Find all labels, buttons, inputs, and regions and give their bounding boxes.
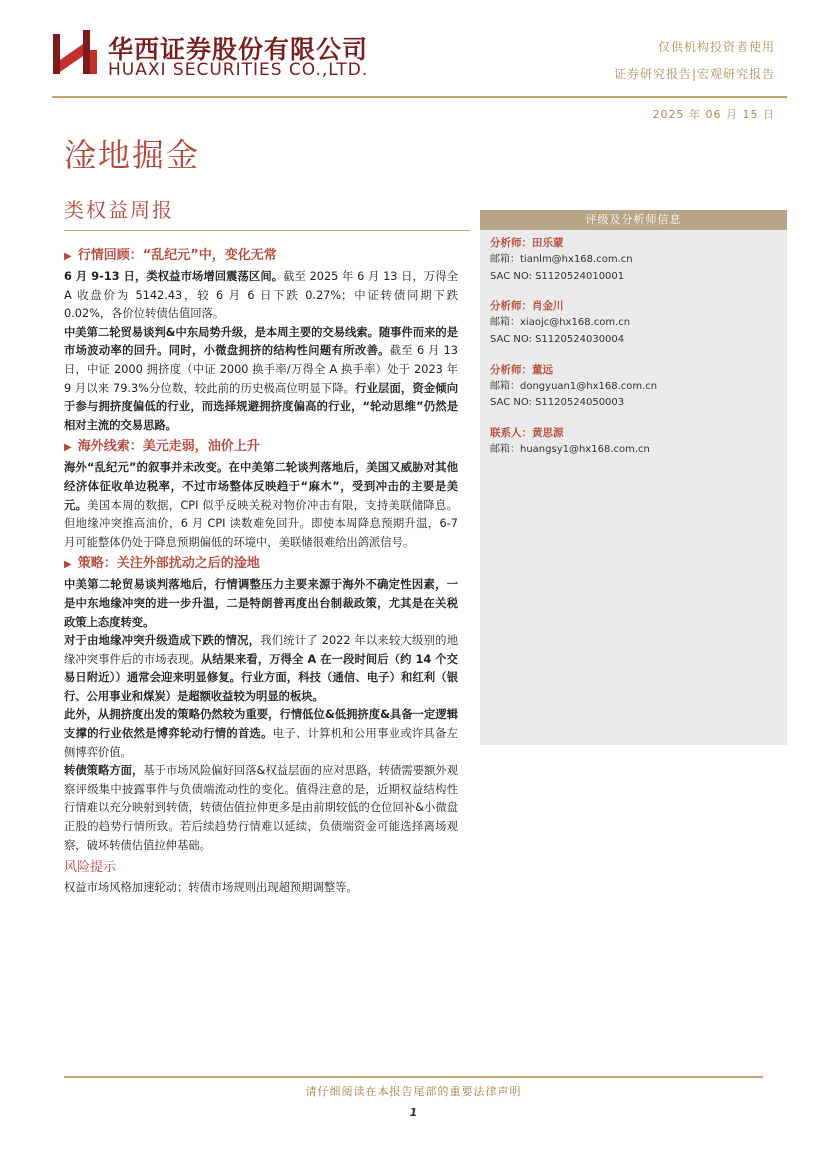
analyst-panel xyxy=(480,210,787,745)
section-heading xyxy=(64,553,458,576)
risk-text: 权益市场风格加速轮动；转债市场规则出现超预期调整等。 xyxy=(64,881,358,895)
page-number: 1 xyxy=(409,1106,418,1119)
analyst-email[interactable]: 邮箱：dongyuan1@hx168.com.cn xyxy=(490,380,658,392)
text-run: 我们统计了 2022 年以来较大级别的地缘冲突事件后的市场表现。 xyxy=(64,634,458,666)
analyst-sac-number: SAC NO: S1120524050003 xyxy=(490,397,625,409)
company-name-cn: 华西证券股份有限公司 xyxy=(108,35,369,64)
report-body xyxy=(64,244,458,897)
analyst-entry xyxy=(490,298,777,348)
analyst-entry xyxy=(490,362,777,412)
report-date: 2025 年 06 月 15 日 xyxy=(652,108,775,121)
text-run: 基于市场风险偏好回落&权益层面的应对思路，转债需要额外观察评级集中披露事件与负债端流动性的变化。值得注意的是，近期权益结构性行情难以充分映射到转债，转债估值拉伸更多是由前期较低的仓位回补&小微盘正股的趋势行情所致。若后续趋势行情难以延续，负债端资金可能选择离场观察，破坏转债估值拉伸基础。 xyxy=(64,764,458,852)
report-subtitle: 类权益周报 xyxy=(64,198,174,222)
analyst-entry xyxy=(490,235,777,285)
analyst-email[interactable]: 邮箱：xiaojc@hx168.com.cn xyxy=(490,317,631,329)
analyst-panel-title: 评级及分析师信息 xyxy=(480,210,787,230)
section-heading-text: 行情回顾：“乱纪元”中，变化无常 xyxy=(77,248,277,263)
body-paragraph xyxy=(64,324,458,436)
body-paragraph xyxy=(64,459,458,552)
bold-text-run: 此外，从拥挤度出发的策略仍然较为重要，行情低位&低拥挤度&具备一定逻辑支撑的行业依然是博弈轮动行情的首选。 xyxy=(64,708,458,741)
analyst-list xyxy=(480,230,787,477)
analyst-sac-number: SAC NO: S1120524010001 xyxy=(490,270,625,282)
bold-text-run: 中美第二轮贸易谈判落地后，行情调整压力主要来源于海外不确定性因素，一是中东地缘冲突的进一步升温，二是特朗普再度出台制裁政策，尤其是在关税政策上态度转变。 xyxy=(64,578,458,629)
triangle-bullet-icon: ▶ xyxy=(64,442,72,454)
report-category: 证券研究报告|宏观研究报告 xyxy=(613,67,775,81)
analyst-name: 分析师：肖金川 xyxy=(490,300,564,313)
analyst-name: 分析师：董远 xyxy=(490,363,553,376)
company-logo-icon xyxy=(53,30,97,76)
body-paragraph xyxy=(64,632,458,706)
triangle-bullet-icon: ▶ xyxy=(64,559,72,571)
text-run: 截至 6 月 13 日，中证 2000 拥挤度（中证 2000 换手率/万得全 A 换手率）处于 2023 年 9 月以来 79.3%分位数，较此前的历史极高位明显下降。 xyxy=(64,344,458,395)
body-paragraph xyxy=(64,268,458,324)
analyst-sac-number: SAC NO: S1120524030004 xyxy=(490,333,625,345)
body-paragraph xyxy=(64,576,458,632)
header-divider xyxy=(52,96,787,98)
analyst-email[interactable]: 邮箱：huangsy1@hx168.com.cn xyxy=(490,443,650,455)
bold-text-run: 转债策略方面， xyxy=(64,764,144,778)
bold-text-run: 中美第二轮贸易谈判&中东局势升级，是本周主要的交易线索。随事件而来的是市场波动率的回升。同时，小微盘拥挤的结构性问题有所改善。 xyxy=(64,325,458,358)
body-paragraph xyxy=(64,706,458,762)
analyst-name: 分析师：田乐蒙 xyxy=(490,237,564,249)
subtitle-divider xyxy=(64,230,470,231)
risk-heading: 风险提示 xyxy=(64,860,117,876)
text-run: 截至 2025 年 6 月 13 日，万得全 A 收盘价为 5142.43，较 6 月 6 日下跌 0.27%；中证转债同期下跌 0.02%，各价位转债估值回落。 xyxy=(64,270,459,321)
footer-disclaimer: 请仔细阅读在本报告尾部的重要法律声明 xyxy=(305,1085,522,1098)
footer-divider xyxy=(64,1076,763,1078)
bold-text-run: 6 月 9-13 日，类权益市场增回震荡区间。 xyxy=(64,270,284,283)
bold-text-run: 海外“乱纪元”的叙事并未改变。在中美第二轮谈判落地后，美国又威胁对其他经济体征收单边税率，不过市场整体反映趋于“麻木”，受到冲击的主要是美元。 xyxy=(64,461,458,512)
bold-text-run: 对于由地缘冲突升级造成下跌的情况， xyxy=(64,634,261,648)
bold-text-run: 行业层面，资金倾向于参与拥挤度偏低的行业，而选择规避拥挤度偏高的行业，“轮动思维”仍然是相对主流的交易思路。 xyxy=(64,381,458,432)
analyst-email[interactable]: 邮箱：tianlm@hx168.com.cn xyxy=(490,253,633,265)
report-title: 淦地掘金 xyxy=(64,136,201,174)
analyst-entry xyxy=(490,425,777,459)
bold-text-run: 从结果来看，万得全 A 在一段时间后（约 14 个交易日附近））通常会迎来明显修复。行业方面，科技（通信、电子）和红利（银行、公用事业和煤炭）是超额收益较为明显的板块。 xyxy=(64,652,458,703)
section-heading-text: 策略：关注外部扰动之后的淦地 xyxy=(77,556,260,572)
triangle-bullet-icon: ▶ xyxy=(64,251,72,262)
section-heading-text: 海外线索：美元走弱，油价上升 xyxy=(77,439,260,455)
section-heading xyxy=(64,245,458,268)
text-run: 美国本周的数据，CPI 似乎反映关税对物价冲击有限，支持美联储降息。但地缘冲突推高油价，6 月 CPI 读数难免回升。即使本周降息预期升温，6-7 月可能整体仍处于降息预期偏低的环境中，美联储很难给出鸽派信号。 xyxy=(64,498,458,549)
audience-notice: 仅供机构投资者使用 xyxy=(657,40,775,54)
section-heading xyxy=(64,436,458,459)
company-name-en: HUAXI SECURITIES CO.,LTD. xyxy=(108,60,369,80)
analyst-name: 联系人：黄思源 xyxy=(490,427,564,440)
text-run: 电子、计算机和公用事业或许具备左侧博弈价值。 xyxy=(64,727,458,759)
body-paragraph xyxy=(64,762,458,855)
